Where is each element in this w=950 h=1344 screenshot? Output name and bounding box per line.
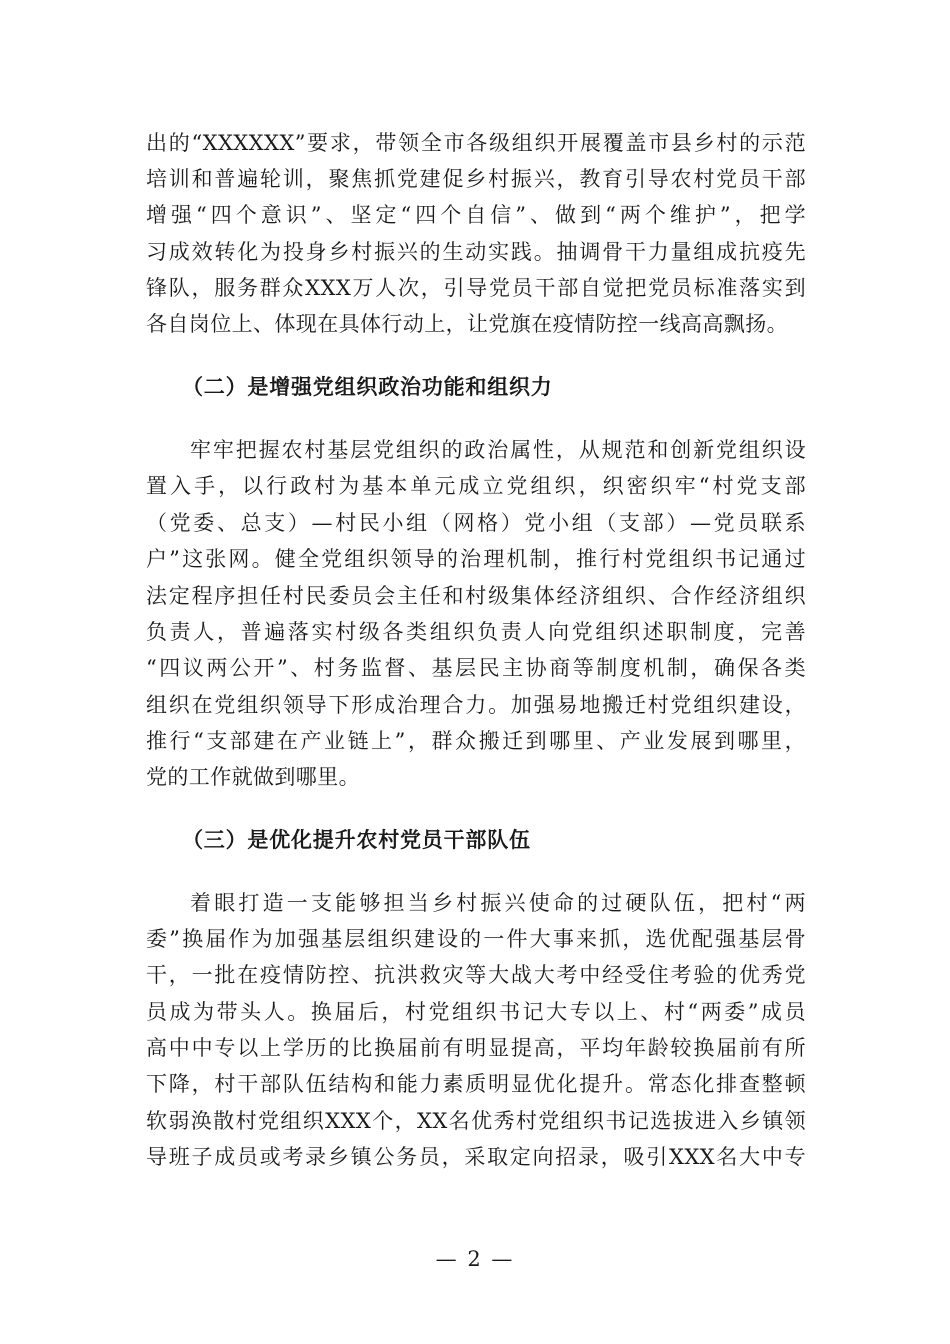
paragraph-line: 置入手，以行政村为基本单元成立党组织，织密织牢“村党支部 bbox=[146, 474, 806, 498]
paragraph-line: “四议两公开”、村务监督、基层民主协商等制度机制，确保各类 bbox=[146, 656, 806, 680]
paragraph-line: 户”这张网。健全党组织领导的治理机制，推行村党组织书记通过 bbox=[146, 547, 806, 571]
paragraph-line: 推行“支部建在产业链上”，群众搬迁到哪里、产业发展到哪里， bbox=[146, 729, 806, 753]
paragraph-line: 牢牢把握农村基层党组织的政治属性，从规范和创新党组织设 bbox=[190, 438, 806, 462]
paragraph-line: （党委、总支）—村民小组（网格）党小组（支部）—党员联系 bbox=[146, 511, 806, 535]
paragraph-line: 培训和普遍轮训，聚焦抓党建促乡村振兴，教育引导农村党员干部 bbox=[146, 167, 806, 191]
paragraph-line: 着眼打造一支能够担当乡村振兴使命的过硬队伍，把村“两 bbox=[190, 891, 806, 915]
paragraph-line: 导班子成员或考录乡镇公务员，采取定向招录，吸引XXX名大中专 bbox=[146, 1145, 806, 1169]
section-heading: （三）是优化提升农村党员干部队伍 bbox=[182, 827, 531, 852]
paragraph-line: 习成效转化为投身乡村振兴的生动实践。抽调骨干力量组成抗疫先 bbox=[146, 240, 806, 264]
paragraph-line: 各自岗位上、体现在具体行动上，让党旗在疫情防控一线高高飘扬。 bbox=[146, 312, 788, 336]
paragraph-line: 干，一批在疫情防控、抗洪救灾等大战大考中经受住考验的优秀党 bbox=[146, 963, 806, 987]
paragraph-line: 出的“XXXXXX”要求，带领全市各级组织开展覆盖市县乡村的示范 bbox=[146, 131, 806, 155]
paragraph-line: 员成为带头人。换届后，村党组织书记大专以上、村“两委”成员 bbox=[146, 1000, 806, 1024]
paragraph-line: 锋队，服务群众XXX万人次，引导党员干部自觉把党员标准落实到 bbox=[146, 276, 806, 300]
page-number: — 2 — bbox=[435, 1247, 515, 1271]
paragraph-line: 负责人，普遍落实村级各类组织负责人向党组织述职制度，完善 bbox=[146, 620, 806, 644]
paragraph-line: 下降，村干部队伍结构和能力素质明显优化提升。常态化排查整顿 bbox=[146, 1072, 806, 1096]
paragraph-line: 委”换届作为加强基层组织建设的一件大事来抓，选优配强基层骨 bbox=[146, 927, 806, 951]
section-heading: （二）是增强党组织政治功能和组织力 bbox=[182, 374, 553, 399]
paragraph-line: 高中中专以上学历的比换届前有明显提高，平均年龄较换届前有所 bbox=[146, 1036, 806, 1060]
paragraph-line: 法定程序担任村民委员会主任和村级集体经济组织、合作经济组织 bbox=[146, 584, 806, 608]
paragraph-line: 组织在党组织领导下形成治理合力。加强易地搬迁村党组织建设， bbox=[146, 693, 806, 717]
paragraph-line: 增强“四个意识”、坚定“四个自信”、做到“两个维护”，把学 bbox=[146, 203, 806, 227]
paragraph-line: 软弱涣散村党组织XXX个，XX名优秀村党组织书记选拔进入乡镇领 bbox=[146, 1109, 806, 1133]
paragraph-line: 党的工作就做到哪里。 bbox=[146, 765, 360, 789]
